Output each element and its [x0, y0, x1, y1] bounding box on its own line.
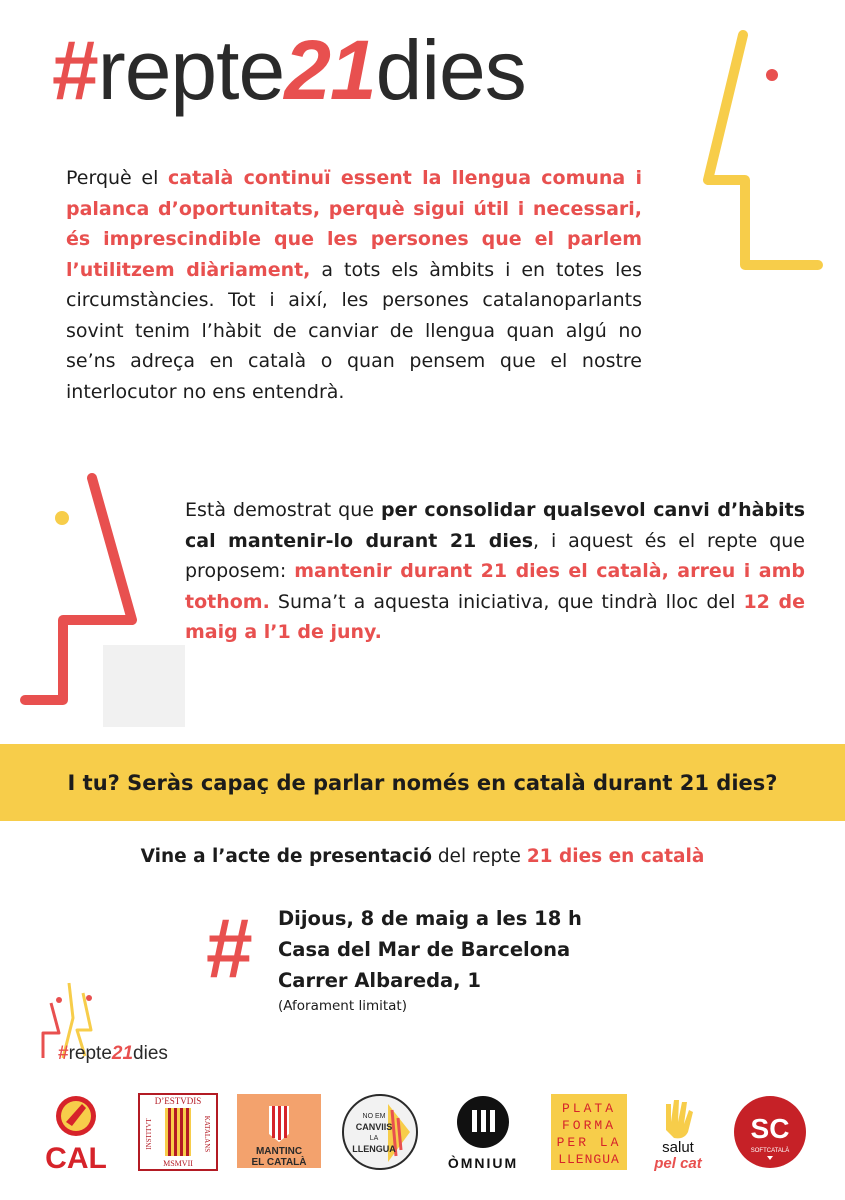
svg-text:INSTITVT: INSTITVT — [145, 1118, 153, 1150]
svg-text:KATALANS: KATALANS — [203, 1115, 211, 1153]
partner-logo-omnium — [438, 1092, 528, 1172]
event-details — [278, 903, 582, 1016]
partner-logo-iec — [137, 1092, 219, 1172]
event-capacity-note: (Aforament limitat) — [278, 998, 407, 1014]
svg-text:salut: salut — [662, 1139, 694, 1156]
partner-logo-salut-pel-cat — [648, 1092, 708, 1172]
title-hash: # — [52, 23, 98, 117]
challenge-paragraph: Està demostrat que per consolidar qualsevol canvi d’hàbits cal mantenir-lo durant 21 dies, i aquest és el repte que proposem: mantenir durant 21 dies el català, arreu i amb tothom. Suma’t a aquesta iniciativa, que tindrà lloc del 12 de maig a l’1 de juny. — [185, 499, 806, 643]
svg-text:ÒMNIUM: ÒMNIUM — [447, 1155, 519, 1171]
red-face-profile-icon — [15, 470, 190, 730]
title-word-dies: dies — [375, 23, 526, 117]
iec-emblem-icon — [137, 1092, 219, 1172]
svg-text:MANTINC: MANTINC — [255, 1146, 303, 1157]
svg-text:SC: SC — [750, 1113, 790, 1144]
event-date: Dijous, 8 de maig a les 18 h — [278, 907, 582, 930]
svg-text:LA: LA — [369, 1135, 379, 1142]
partner-logo-plataforma — [551, 1092, 627, 1172]
svg-text:pel cat: pel cat — [654, 1155, 702, 1172]
svg-text:NO EM: NO EM — [362, 1113, 386, 1120]
svg-text:LLENGUA: LLENGUA — [558, 1152, 620, 1167]
challenge-bold: per consolidar qualsevol canvi d’hàbits cal mantenir-lo durant 21 dies — [185, 499, 806, 552]
svg-text:MSMVII: MSMVII — [163, 1159, 193, 1168]
intro-highlight: català continuï essent la llengua comuna i palanca d’oportunitats, perquè sigui útil i necessari, és imprescindible que les persones que el parlem l’utilitzem diàriament, — [66, 167, 642, 281]
event-hash-icon: # — [206, 901, 253, 995]
invite-line: Vine a l’acte de presentació del repte 21 dies en català — [140, 846, 705, 867]
no-em-canviis-emblem-icon — [340, 1092, 420, 1172]
softcatala-emblem-icon — [731, 1092, 809, 1172]
svg-text:SOFTCATALÀ: SOFTCATALÀ — [750, 1148, 790, 1154]
event-venue: Casa del Mar de Barcelona — [278, 938, 571, 961]
salut-pel-cat-emblem-icon — [648, 1092, 708, 1172]
title-word-repte: repte — [97, 23, 285, 117]
svg-text:LLENGUA: LLENGUA — [352, 1144, 396, 1154]
challenge-highlight: mantenir durant 21 dies el català, arreu i amb tothom. — [185, 560, 805, 613]
question-text: I tu? Seràs capaç de parlar només en català durant 21 dies? — [67, 770, 778, 795]
partner-logo-no-em-canviis — [340, 1092, 420, 1172]
challenge-dates: 12 de maig a l’1 de juny. — [185, 590, 806, 643]
question-banner — [0, 744, 845, 821]
yellow-face-profile-icon — [690, 25, 830, 275]
partner-logo-softcatala — [731, 1092, 809, 1172]
omnium-emblem-icon — [438, 1092, 528, 1172]
cal-label: CAL — [45, 1142, 107, 1172]
partner-logo-mantinc — [237, 1092, 321, 1172]
small-logo-text: #repte21dies — [58, 1043, 168, 1064]
event-address: Carrer Albareda, 1 — [278, 969, 481, 992]
svg-text:PLATA: PLATA — [561, 1101, 617, 1116]
svg-text:FORMA: FORMA — [561, 1118, 617, 1133]
mantinc-emblem-icon — [237, 1092, 321, 1168]
title-number: 21 — [284, 23, 376, 117]
plataforma-emblem-icon — [551, 1092, 627, 1170]
svg-text:CANVIIS: CANVIIS — [355, 1122, 393, 1132]
svg-text:PER LA: PER LA — [556, 1135, 622, 1150]
page-title — [52, 23, 526, 117]
svg-text:EL CATALÀ: EL CATALÀ — [251, 1157, 307, 1168]
svg-text:D’ESTVDIS: D’ESTVDIS — [154, 1096, 202, 1106]
cal-emblem-icon — [36, 1092, 116, 1172]
intro-paragraph: Perquè el català continuï essent la llengua comuna i palanca d’oportunitats, perquè sigui útil i necessari, és imprescindible que les persones que el parlem l’utilitzem diàriament, a tots els àmbits i en totes les circumstàncies. Tot i així, les persones catalanoparlants sovint tenim l’hàbit de canviar de llengua quan algú no se’ns adreça en català o quan pensem que el nostre interlocutor no ens entendrà. — [66, 167, 642, 403]
partner-logo-cal — [36, 1092, 116, 1172]
